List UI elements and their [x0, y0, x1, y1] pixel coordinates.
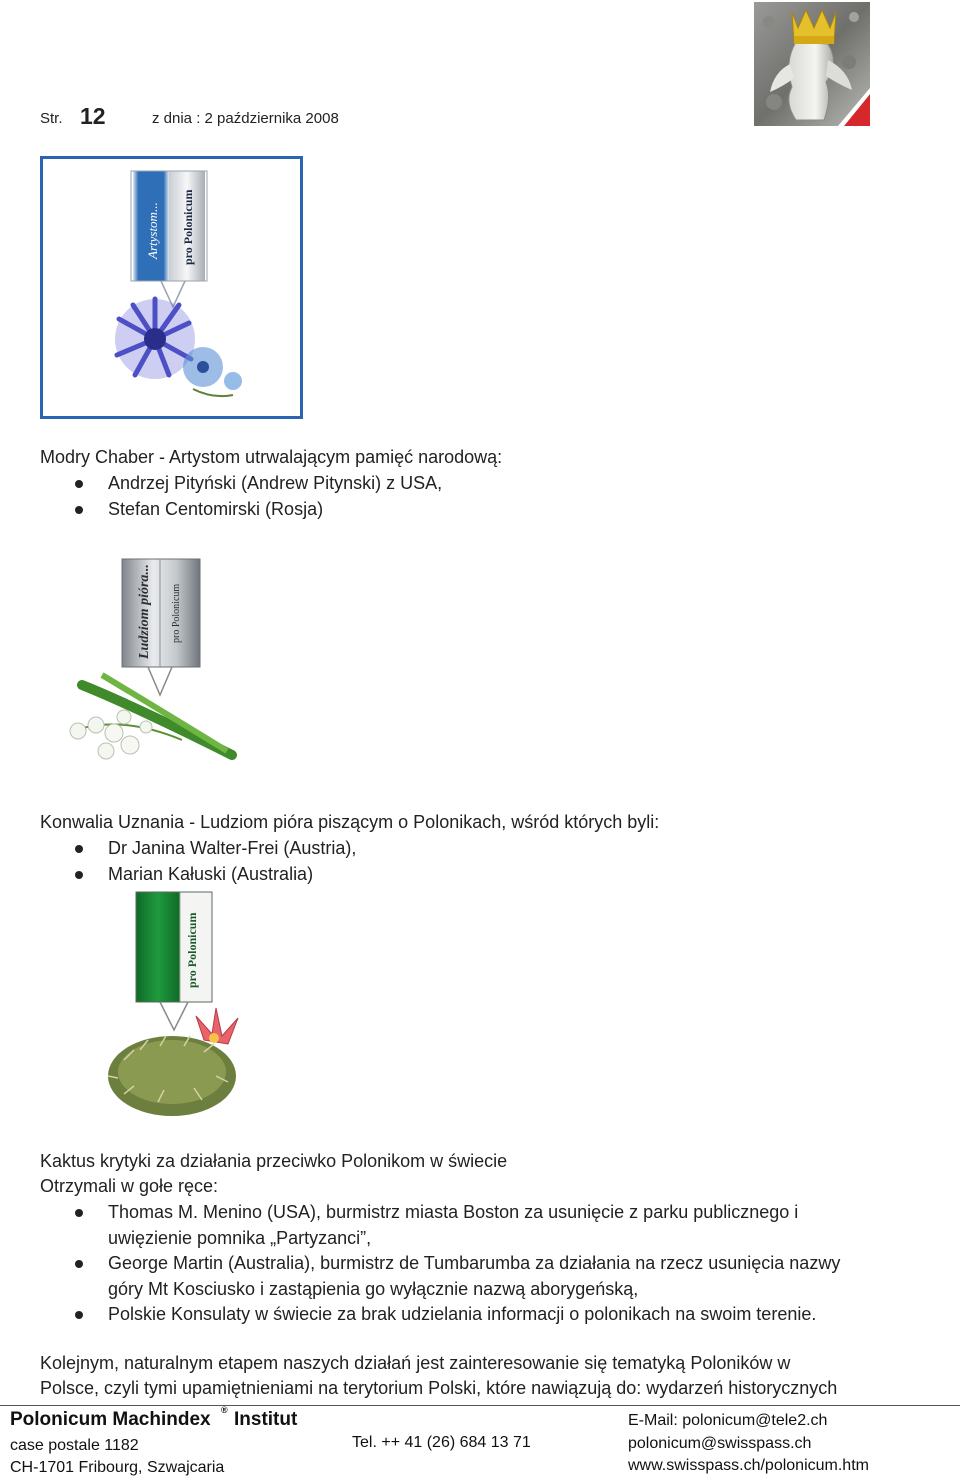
- section-title-lily: Konwalia Uznania - Ludziom pióra piszącym o Polonikach, wśród których byli:: [40, 812, 660, 832]
- cactus-medal-image: [104, 890, 264, 1120]
- closing-paragraph-line-2: Polsce, czyli tymi upamiętnieniami na terytorium Polski, które nawiązują do: wydarzeń historycznych: [40, 1378, 838, 1398]
- ribbon-left-text: Ludziom pióra...: [137, 564, 152, 659]
- footer-address-city: CH-1701 Fribourg, Szwajcaria: [10, 1459, 225, 1476]
- lily-of-the-valley-medal-image: [62, 555, 242, 775]
- footer-email-1: E-Mail: polonicum@tele2.ch: [628, 1412, 828, 1429]
- cornflower-recipient-list: [40, 471, 442, 522]
- cornflower-icon: [115, 299, 242, 396]
- list-item: Stefan Centomirski (Rosja): [40, 497, 442, 523]
- footer-divider: [0, 1405, 960, 1406]
- list-item: Polskie Konsulaty w świecie za brak udzielania informacji o polonikach na swoim terenie.: [40, 1302, 840, 1328]
- section-title-cactus: Kaktus krytyki za działania przeciwko Polonikom w świecie: [40, 1151, 508, 1171]
- cornflower-medal-image: [43, 159, 300, 416]
- list-item: Dr Janina Walter-Frei (Austria),: [40, 836, 356, 862]
- page-label: Str.: [40, 110, 63, 127]
- cornflower-medal-frame: [40, 156, 303, 419]
- footer-org-name: Polonicum Machindex: [10, 1409, 211, 1430]
- footer-website: www.swisspass.ch/polonicum.htm: [628, 1457, 869, 1474]
- footer-org-suffix: Institut: [234, 1409, 298, 1430]
- list-item: Marian Kałuski (Australia): [40, 862, 356, 888]
- ribbon-left-text: Artystom...: [145, 202, 160, 259]
- list-item: Thomas M. Menino (USA), burmistrz miasta Boston za usunięcie z parku publicznego i uwięzienie pomnika „Partyzanci”,: [40, 1200, 840, 1251]
- footer-address-postbox: case postale 1182: [10, 1437, 139, 1454]
- list-item: Andrzej Pityński (Andrew Pitynski) z USA,: [40, 471, 442, 497]
- cactus-recipient-list: [40, 1200, 840, 1328]
- section-subtitle-cactus: Otrzymali w gołe ręce:: [40, 1176, 219, 1196]
- footer-registered-mark: ®: [221, 1405, 228, 1415]
- lily-of-the-valley-icon: [70, 675, 232, 759]
- closing-paragraph-line-1: Kolejnym, naturalnym etapem naszych działań jest zainteresowanie się tematyką Poloników w: [40, 1353, 791, 1373]
- ribbon-right-text: pro Polonicum: [185, 912, 199, 988]
- list-item: George Martin (Australia), burmistrz de Tumbarumba za działania na rzecz usunięcia nazwy góry Mt Kosciusko i zastąpienia go wyłącznie nazwą aborygeńską,: [40, 1251, 840, 1302]
- page-number: 12: [80, 103, 106, 129]
- footer-email-2: polonicum@swisspass.ch: [628, 1435, 812, 1452]
- ribbon-right-text: pro Polonicum: [171, 583, 182, 643]
- page-date: z dnia : 2 października 2008: [152, 110, 339, 127]
- footer-phone: Tel. ++ 41 (26) 684 13 71: [352, 1434, 531, 1451]
- cactus-icon: [108, 1008, 238, 1116]
- section-title-cornflower: Modry Chaber - Artystom utrwalającym pamięć narodową:: [40, 447, 503, 467]
- lily-recipient-list: [40, 836, 356, 887]
- ribbon-right-text: pro Polonicum: [181, 189, 195, 265]
- crowned-eagle-logo-image: [754, 2, 870, 126]
